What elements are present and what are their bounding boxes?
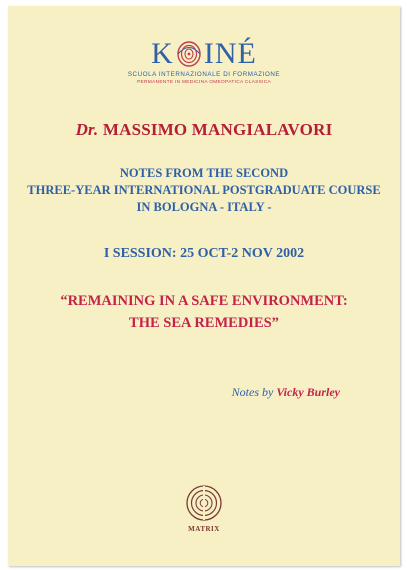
notes-heading	[8, 165, 400, 216]
publisher-name: MATRIX	[188, 525, 220, 533]
logo-letter-k: K	[151, 37, 174, 70]
notes-by-line	[232, 385, 340, 400]
author-prefix: Dr.	[75, 120, 99, 139]
koine-logo	[8, 38, 400, 86]
book-title	[8, 290, 400, 334]
logo-subtitle: SCUOLA INTERNAZIONALE DI FORMAZIONE	[127, 71, 281, 78]
author-line	[8, 120, 400, 140]
book-cover	[8, 6, 400, 566]
notes-heading-line-2: THREE-YEAR INTERNATIONAL POSTGRADUATE COURSE	[27, 183, 381, 197]
logo-subtitle-2: PERMANENTE IN MEDICINA OMEOPATICA CLASSICA	[137, 80, 271, 85]
book-title-line-2: THE SEA REMEDIES”	[129, 315, 279, 331]
notes-heading-line-1: NOTES FROM THE SECOND	[119, 166, 289, 180]
author-name: MASSIMO MANGIALAVORI	[102, 120, 333, 139]
notes-by-prefix: Notes by	[231, 385, 274, 399]
book-title-line-1: “REMAINING IN A SAFE ENVIRONMENT:	[60, 293, 348, 309]
koine-wordmark	[151, 38, 257, 70]
logo-letters-ine: INÉ	[203, 37, 257, 70]
swirl-icon	[175, 39, 203, 69]
notes-heading-line-3: IN BOLOGNA - ITALY -	[136, 200, 272, 214]
notes-by-name: Vicky Burley	[276, 385, 340, 399]
session-line: I SESSION: 25 OCT-2 NOV 2002	[103, 246, 305, 261]
spiral-icon	[185, 484, 223, 522]
